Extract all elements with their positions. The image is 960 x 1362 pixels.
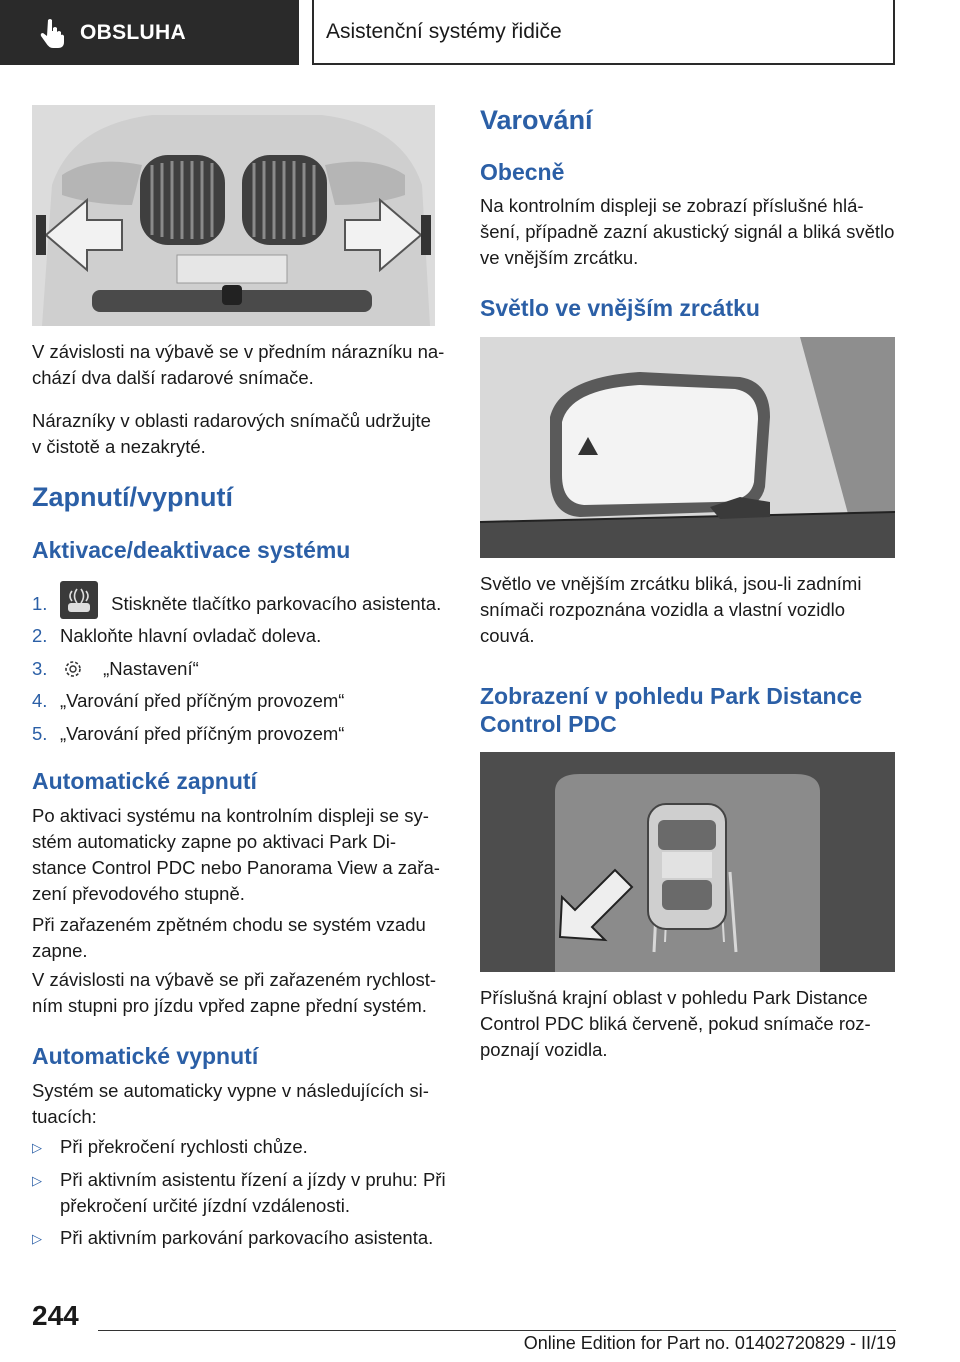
list-item [32, 721, 452, 747]
step-number: 2. [32, 625, 48, 646]
gear-icon [62, 658, 84, 680]
triangle-bullet-icon: ▷ [32, 1173, 42, 1188]
heading-general: Obecně [480, 159, 565, 185]
list-item [32, 591, 452, 619]
heading-on-off: Zapnutí/vypnutí [32, 482, 233, 512]
bullet-text: Při překročení rychlosti chůze. [60, 1136, 308, 1157]
step-number: 3. [32, 658, 48, 679]
list-item [32, 1167, 452, 1219]
list-item [32, 1225, 452, 1252]
step-number: 4. [32, 690, 48, 711]
step-text: „Varování před příčným provozem“ [60, 723, 345, 744]
list-item [32, 1134, 452, 1161]
step-text: „Nastavení“ [103, 658, 199, 679]
page-number: 244 [32, 1300, 79, 1331]
general-text: Na kontrolním displeji se zobrazí příslušné hlá-šení, případně zazní akustický signál a bliká světlo ve vnějším zrcátku. [480, 195, 895, 268]
auto-on-para-2: Při zařazeném zpětném chodu se systém vzadu zapne. [32, 914, 426, 961]
auto-on-para-1: Po aktivaci systému na kontrolním displeji se sy-stém automaticky zapne po aktivaci Park Di-stance Control PDC nebo Panorama View a zařa-zení převodového stupně. [32, 805, 440, 904]
step-number: 5. [32, 723, 48, 744]
step-number: 1. [32, 593, 48, 614]
front-bumper-figure [32, 105, 435, 326]
step-text: „Varování před příčným provozem“ [60, 690, 345, 711]
heading-mirror: Světlo ve vnějším zrcátku [480, 295, 760, 321]
footer-divider [98, 1330, 896, 1331]
auto-on-para-3: V závislosti na výbavě se při zařazeném rychlost-ním stupni pro jízdu vpřed zapne přední systém. [32, 969, 437, 1016]
chapter-title: Asistenční systémy řidiče [312, 0, 895, 65]
fig-caption-1: V závislosti na výbavě se v předním nárazníku na-chází dva další radarové snímače. [32, 341, 445, 388]
list-item [32, 656, 452, 682]
side-mirror-figure [480, 337, 895, 558]
heading-activation: Aktivace/deaktivace systému [32, 537, 351, 563]
heading-pdc: Zobrazení v pohledu Park Distance Control PDC [480, 683, 863, 737]
park-assist-button-icon [60, 581, 98, 619]
heading-auto-off: Automatické vypnutí [32, 1043, 259, 1069]
step-text: Nakloňte hlavní ovladač doleva. [60, 625, 322, 646]
heading-warning: Varování [480, 105, 593, 135]
pdc-text: Příslušná krajní oblast v pohledu Park Distance Control PDC bliká červeně, pokud snímače roz-poznají vozidla. [480, 987, 871, 1060]
header-section-tab [0, 0, 299, 65]
list-item [32, 623, 452, 649]
footer-edition: Online Edition for Part no. 01402720829 - II/19 [523, 1333, 896, 1353]
bullet-text: Při aktivním parkování parkovacího asistenta. [60, 1227, 434, 1248]
triangle-bullet-icon: ▷ [32, 1231, 42, 1246]
section-title: OBSLUHA [80, 20, 186, 44]
pdc-view-figure [480, 752, 895, 972]
mirror-text: Světlo ve vnějším zrcátku bliká, jsou-li zadními snímači rozpoznána vozidla a vlastní vozidlo couvá. [480, 573, 862, 646]
para-bumper-clean: Nárazníky v oblasti radarových snímačů udržujte v čistotě a nezakryté. [32, 410, 431, 457]
hand-pointer-icon [40, 18, 66, 48]
triangle-bullet-icon: ▷ [32, 1140, 42, 1155]
auto-off-intro: Systém se automaticky vypne v následujících si-tuacích: [32, 1080, 429, 1127]
list-item [32, 688, 452, 714]
heading-auto-on: Automatické zapnutí [32, 768, 257, 794]
bullet-text: Při aktivním asistentu řízení a jízdy v pruhu: Při překročení určité jízdní vzdálenosti. [60, 1169, 446, 1216]
step-text: Stiskněte tlačítko parkovacího asistenta. [111, 593, 442, 614]
